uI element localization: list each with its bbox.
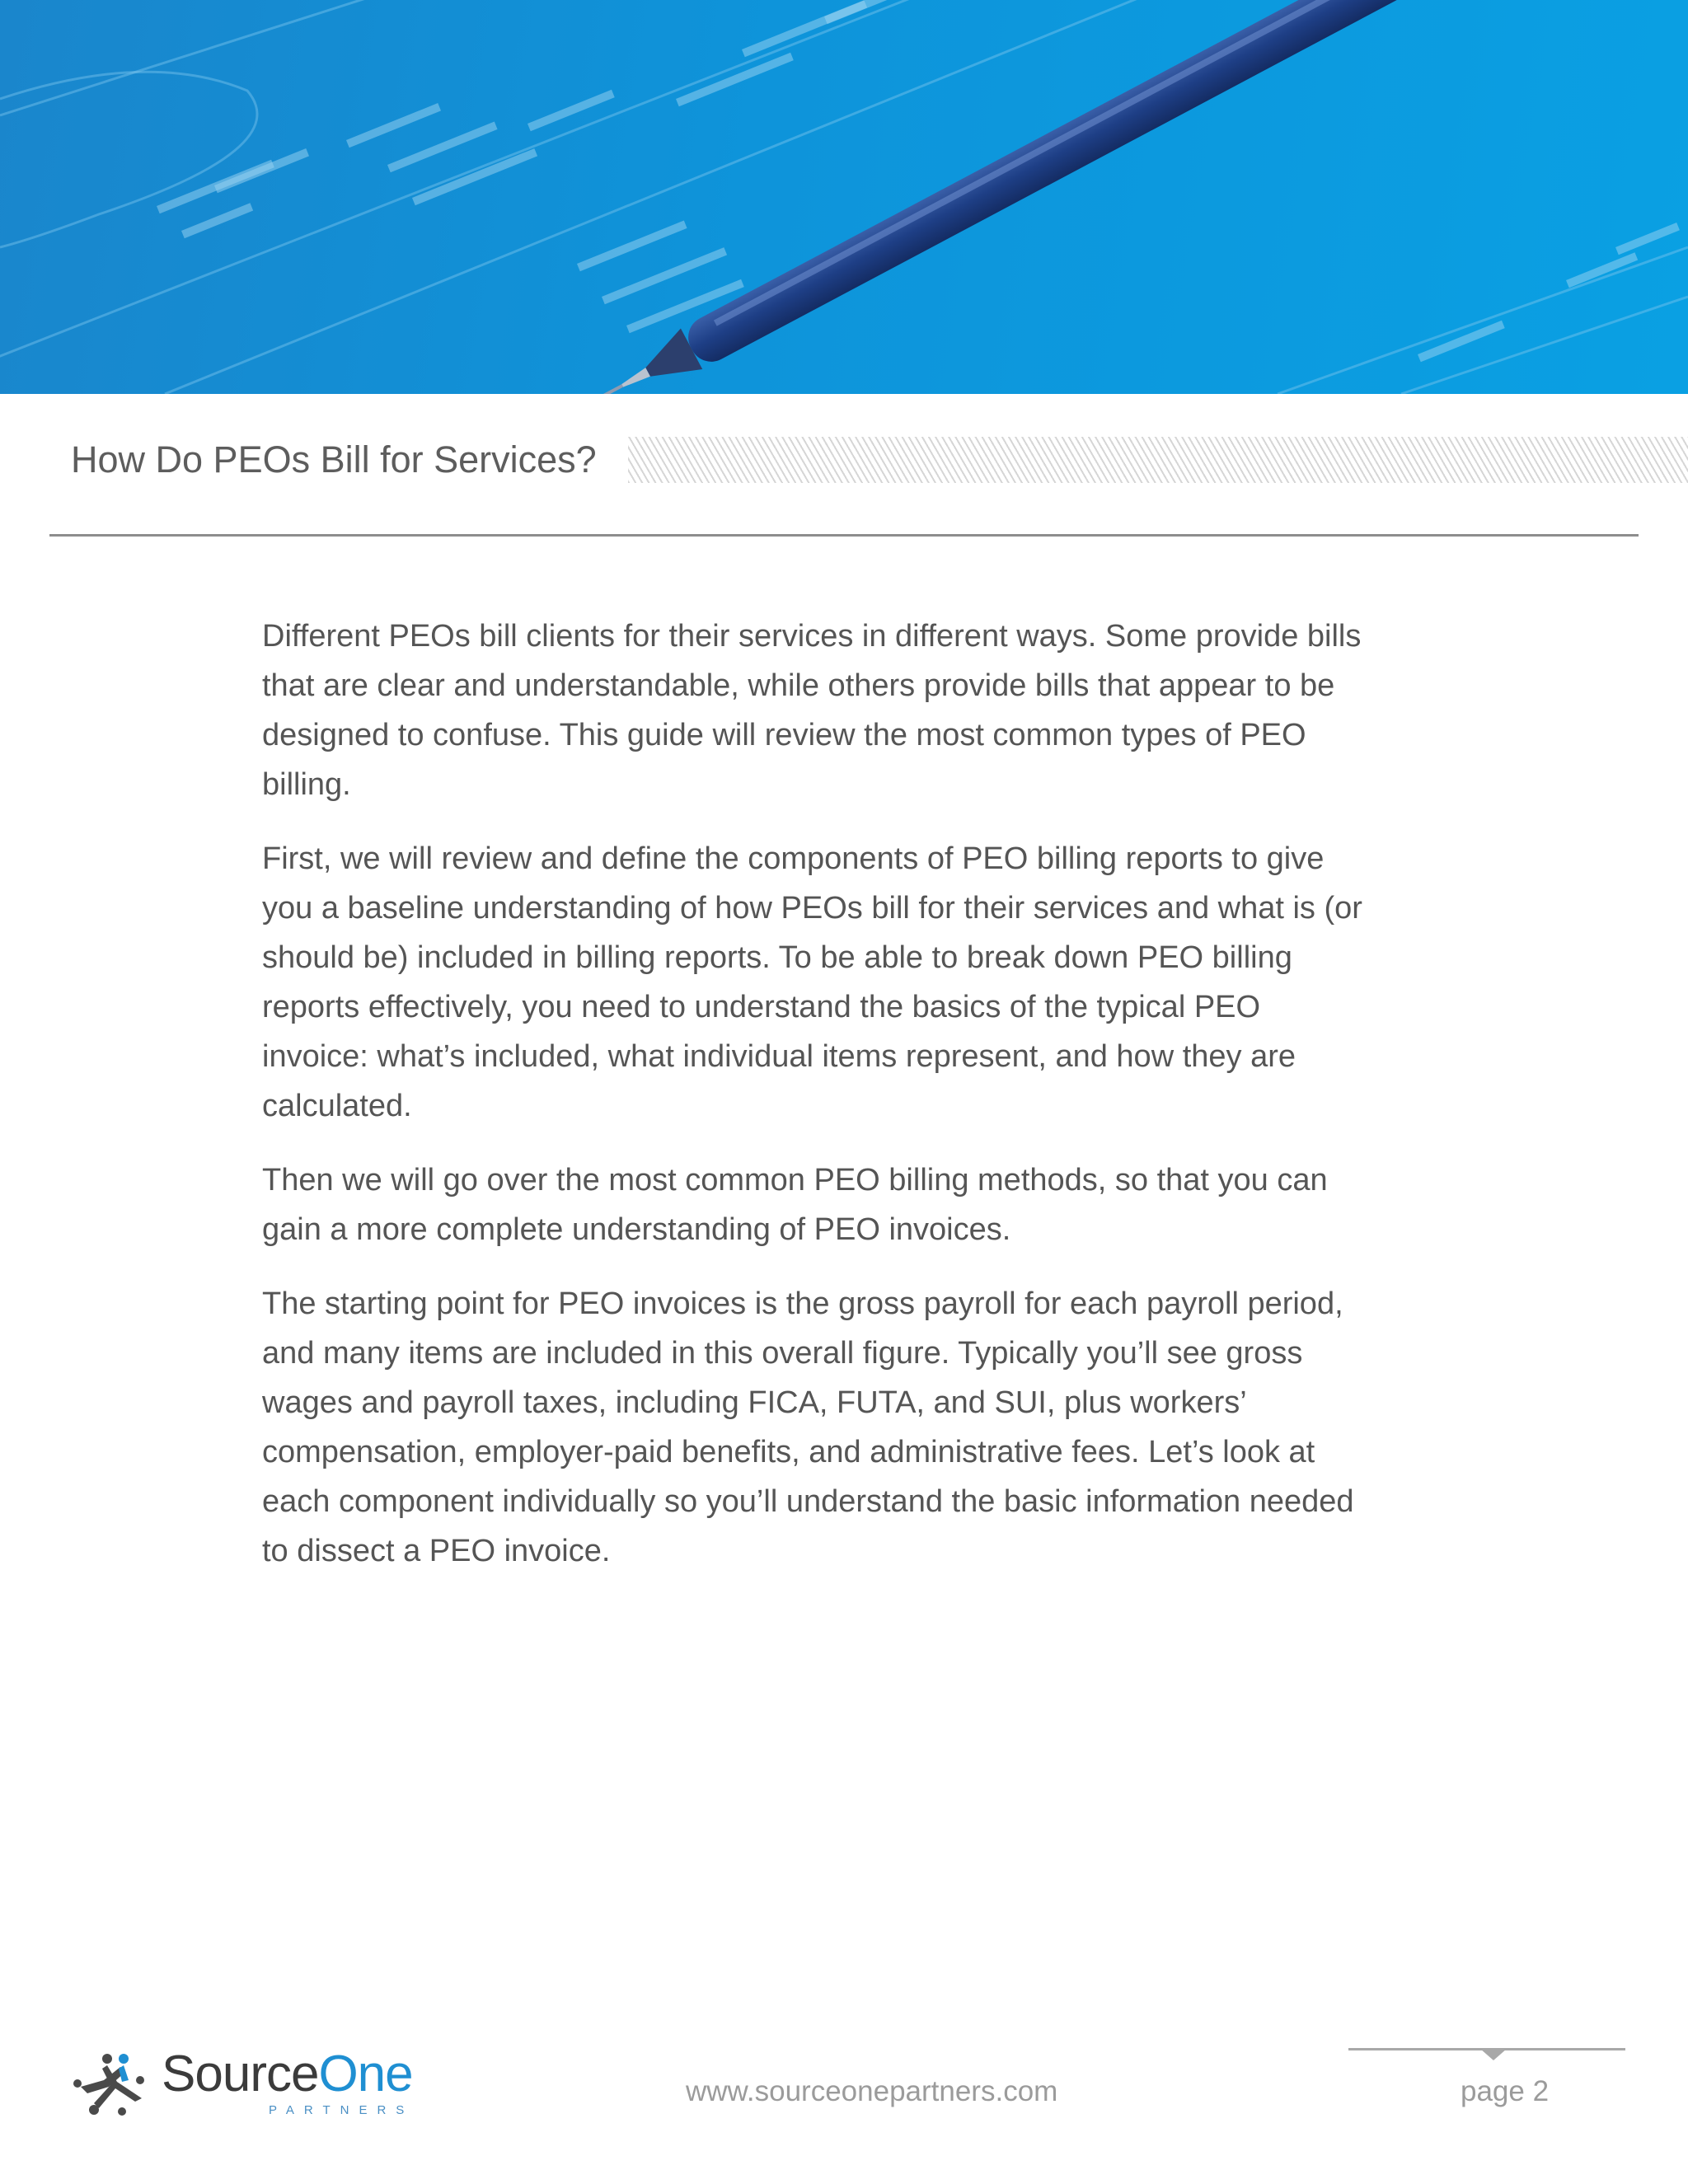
logo-word-one: One xyxy=(318,2046,413,2102)
page-number: page 2 xyxy=(1461,2075,1550,2107)
logo-people-icon xyxy=(71,2047,160,2121)
footer-website-link[interactable]: www.sourceonepartners.com xyxy=(686,2075,1058,2107)
heading-rule xyxy=(49,534,1639,537)
paragraph: The starting point for PEO invoices is the gross payroll for each payroll period, and many items are included in this overall figure. Typically you’ll see gross wages and payroll taxes, including FICA, FUTA, and SUI, plus workers’ compensation, employer-paid benefits, and administrative fees. Let’s look at each component individually so you’ll understand the basic information needed to dissect a PEO invoice. xyxy=(262,1286,1354,1568)
body-text xyxy=(262,612,1367,1601)
pen-on-form-photo xyxy=(0,0,1688,394)
section-title: How Do PEOs Bill for Services? xyxy=(71,438,597,480)
paragraph: First, we will review and define the components of PEO billing reports to give you a baseline understanding of how PEOs bill for their services and what is (or should be) included in billing reports. To be able to break down PEO billing reports effectively, you need to understand the basics of the typical PEO invoice: what’s included, what individual items represent, and how they are calculated. xyxy=(262,841,1362,1123)
logo-wordmark xyxy=(162,2046,413,2103)
caret-down-icon xyxy=(1480,2049,1507,2060)
header-banner-image xyxy=(0,0,1688,394)
paragraph: Then we will go over the most common PEO billing methods, so that you can gain a more complete understanding of PEO invoices. xyxy=(262,1163,1328,1247)
logo-word-source: Source xyxy=(162,2046,319,2102)
paragraph: Different PEOs bill clients for their services in different ways. Some provide bills that are clear and understandable, while others provide bills that appear to be designed to confuse. This guide will review the most common types of PEO billing. xyxy=(262,619,1362,802)
hatched-divider xyxy=(628,437,1688,483)
logo-subtitle: PARTNERS xyxy=(269,2103,415,2117)
sourceone-logo xyxy=(71,2041,415,2123)
section-heading-row xyxy=(0,429,1688,494)
